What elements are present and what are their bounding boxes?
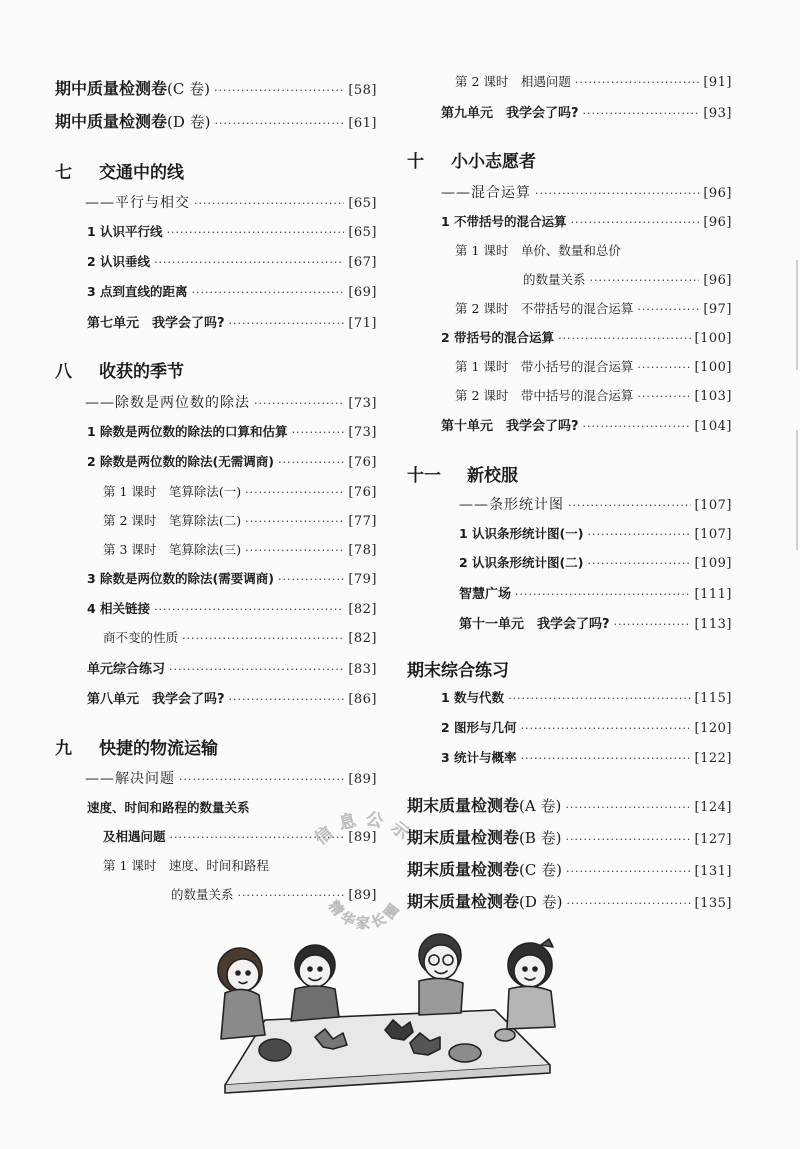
toc-entry-lesson[interactable]: 第 1 课时 笔算除法(一) ····· [76] xyxy=(103,482,377,506)
toc-entry[interactable]: 3 除数是两位数的除法(需要调商) ····· [79] xyxy=(87,569,377,593)
toc-entry-unit-practice[interactable]: 单元综合练习 ····· [83] xyxy=(87,658,377,682)
toc-entry-smart-square[interactable]: 智慧广场 ····· [111] xyxy=(459,583,732,607)
toc-entry-midterm-d[interactable]: 期中质量检测卷(D 卷) ····· [61] xyxy=(55,109,377,133)
toc-entry[interactable]: 1 不带括号的混合运算 ····· [96] xyxy=(441,212,732,236)
toc-entry[interactable]: 及相遇问题 ····· [89] xyxy=(103,827,377,851)
toc-entry-lesson[interactable]: 第 3 课时 笔算除法(三) ····· [78] xyxy=(103,540,377,564)
unit-10-heading: 十 小小志愿者 xyxy=(407,152,536,172)
toc-entry-lesson[interactable]: 第 1 课时 带小括号的混合运算 ····· [100] xyxy=(455,357,732,381)
watermark-inner-text: 精华家长圈 xyxy=(324,898,406,932)
toc-entry-midterm-c[interactable]: 期中质量检测卷(C 卷) ····· [58] xyxy=(55,76,377,100)
leader-dots xyxy=(214,84,344,97)
toc-entry[interactable]: 1 除数是两位数的除法的口算和估算 ····· [73] xyxy=(87,422,377,446)
toc-entry-unit-review[interactable]: 第十一单元 我学会了吗? ····· [113] xyxy=(459,613,732,637)
unit-11-heading: 十一 新校服 xyxy=(407,466,518,486)
toc-entry-final-d[interactable]: 期末质量检测卷(D 卷) ····· [135] xyxy=(407,889,732,913)
toc-entry[interactable]: 1 数与代数 ····· [115] xyxy=(441,688,732,712)
toc-entry[interactable]: 3 统计与概率 ····· [122] xyxy=(441,748,732,772)
unit-10-subtitle[interactable]: ——混合运算 ····· [96] xyxy=(441,182,732,206)
unit-7-subtitle[interactable]: ——平行与相交 ····· [65] xyxy=(85,192,377,216)
toc-entry-lesson[interactable]: 的数量关系 ····· [89] xyxy=(171,885,377,909)
toc-entry-lesson[interactable]: 第 2 课时 带中括号的混合运算 ····· [103] xyxy=(455,386,732,410)
leader-dots xyxy=(215,117,345,130)
toc-entry-lesson[interactable]: 第 2 课时 笔算除法(二) ····· [77] xyxy=(103,511,377,535)
page-number: [58] xyxy=(348,83,377,98)
toc-entry[interactable]: 2 除数是两位数的除法(无需调商) ····· [76] xyxy=(87,452,377,476)
toc-entry-lesson[interactable]: 第 2 课时 相遇问题 ····· [91] xyxy=(455,72,732,96)
toc-entry-lesson[interactable]: 的数量关系 ····· [96] xyxy=(523,270,732,294)
toc-entry-unit-review[interactable]: 第十单元 我学会了吗? ····· [104] xyxy=(441,415,732,439)
toc-entry[interactable]: 速度、时间和路程的数量关系 xyxy=(87,800,250,815)
toc-entry-unit-review[interactable]: 第八单元 我学会了吗? ····· [86] xyxy=(87,688,377,712)
unit-9-subtitle[interactable]: ——解决问题 ····· [89] xyxy=(85,768,377,792)
watermark-outer-text: 信息公示 xyxy=(311,809,419,850)
toc-entry[interactable]: 2 认识垂线 ····· [67] xyxy=(87,252,377,276)
toc-entry[interactable]: 1 认识条形统计图(一) ····· [107] xyxy=(459,524,732,548)
unit-8-heading: 八 收获的季节 xyxy=(55,362,184,382)
toc-entry-lesson[interactable]: 商不变的性质 ····· [82] xyxy=(103,628,377,652)
toc-entry-lesson[interactable]: 第 2 课时 不带括号的混合运算 ····· [97] xyxy=(455,299,732,323)
svg-text:信息公示 xyxy=(311,809,419,849)
toc-entry-unit-review[interactable]: 第九单元 我学会了吗? ····· [93] xyxy=(441,102,732,126)
toc-entry[interactable]: 4 相关链接 ····· [82] xyxy=(87,599,377,623)
unit-11-subtitle[interactable]: ——条形统计图 ····· [107] xyxy=(459,494,732,518)
scan-edge-mark xyxy=(796,260,798,370)
toc-entry[interactable]: 2 带括号的混合运算 ····· [100] xyxy=(441,328,732,352)
toc-entry[interactable]: 2 认识条形统计图(二) ····· [109] xyxy=(459,553,732,577)
toc-entry-final-a[interactable]: 期末质量检测卷(A 卷) ····· [124] xyxy=(407,793,732,817)
toc-entry-final-c[interactable]: 期末质量检测卷(C 卷) ····· [131] xyxy=(407,857,732,881)
toc-entry-final-b[interactable]: 期末质量检测卷(B 卷) ····· [127] xyxy=(407,825,732,849)
scan-edge-mark xyxy=(796,430,798,550)
children-at-table-illustration xyxy=(205,925,575,1095)
toc-entry-lesson[interactable]: 第 1 课时 单价、数量和总价 xyxy=(455,243,621,258)
toc-entry[interactable]: 3 点到直线的距离 ····· [69] xyxy=(87,282,377,306)
unit-9-heading: 九 快捷的物流运输 xyxy=(55,739,218,759)
toc-entry-unit-review[interactable]: 第七单元 我学会了吗? ····· [71] xyxy=(87,312,377,336)
unit-8-subtitle[interactable]: ——除数是两位数的除法 ····· [73] xyxy=(85,392,377,416)
final-review-heading: 期末综合练习 xyxy=(407,661,509,681)
unit-7-heading: 七 交通中的线 xyxy=(55,163,184,183)
page-number: [61] xyxy=(348,116,377,131)
toc-entry[interactable]: 1 认识平行线 ····· [65] xyxy=(87,222,377,246)
toc-entry-lesson[interactable]: 第 1 课时 速度、时间和路程 xyxy=(103,858,269,873)
toc-entry[interactable]: 2 图形与几何 ····· [120] xyxy=(441,718,732,742)
